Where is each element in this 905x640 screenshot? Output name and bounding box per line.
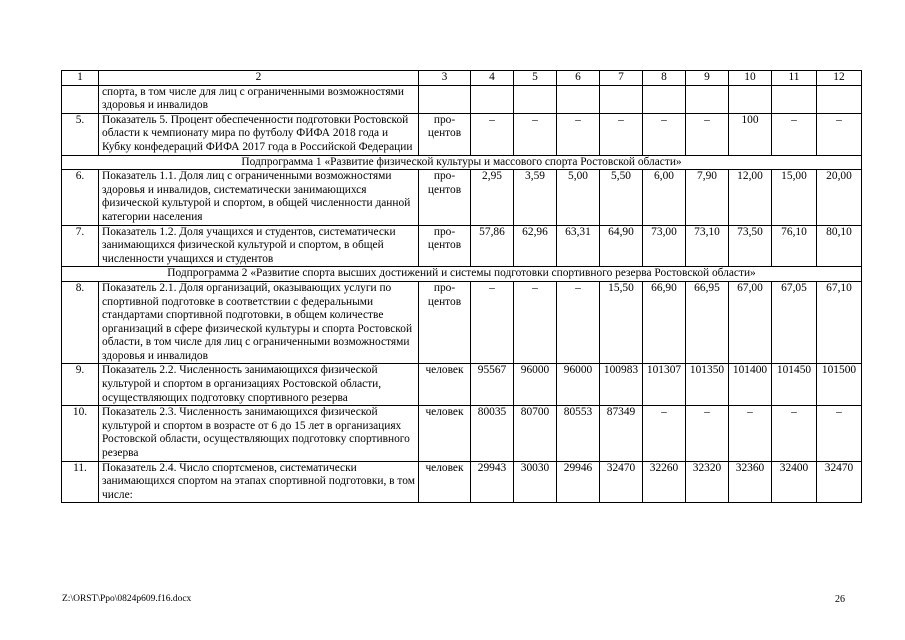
header-row xyxy=(62,71,862,86)
header-cell: 4 xyxy=(471,71,514,86)
value-cell: 5,00 xyxy=(557,170,600,225)
subprogram-heading: Подпрограмма 2 «Развитие спорта высших достижений и системы подготовки спортивного резерва Ростовской области» xyxy=(62,267,862,282)
header-cell: 6 xyxy=(557,71,600,86)
subprogram-heading-row xyxy=(62,155,862,170)
value-cell: – xyxy=(471,281,514,364)
value-cell: – xyxy=(600,113,643,155)
value-cell: 32260 xyxy=(643,461,686,503)
value-cell: 15,00 xyxy=(772,170,817,225)
value-cell: 95567 xyxy=(471,364,514,406)
value-cell: 15,50 xyxy=(600,281,643,364)
value-cell: 66,95 xyxy=(686,281,729,364)
value-cell: 3,59 xyxy=(514,170,557,225)
header-cell: 1 xyxy=(62,71,99,86)
value-cell: – xyxy=(514,113,557,155)
value-cell: 76,10 xyxy=(772,225,817,267)
value-cell: 101450 xyxy=(772,364,817,406)
value-cell: 101500 xyxy=(817,364,862,406)
indicator-name: Показатель 2.3. Численность занимающихся физической культурой и спортом в возрасте от 6 до 15 лет в организациях Ростовской области, осуществляющих подготовку спортивного резерва xyxy=(99,406,419,461)
value-cell: 32470 xyxy=(600,461,643,503)
row-number: 10. xyxy=(62,406,99,461)
value-cell: 101307 xyxy=(643,364,686,406)
value-cell: 32360 xyxy=(729,461,772,503)
value-cell: 20,00 xyxy=(817,170,862,225)
indicator-name: Показатель 2.4. Число спортсменов, систематически занимающихся спортом на этапах спортивной подготовки, в том числе: xyxy=(99,461,419,503)
header-cell: 3 xyxy=(419,71,471,86)
header-cell: 11 xyxy=(772,71,817,86)
indicator-name: Показатель 1.2. Доля учащихся и студентов, систематически занимающихся физической культурой и спортом, в общей численности учащихся и студентов xyxy=(99,225,419,267)
value-cell: 57,86 xyxy=(471,225,514,267)
table-row xyxy=(62,406,862,461)
value-cell: – xyxy=(514,281,557,364)
value-cell: 66,90 xyxy=(643,281,686,364)
value-cell: 5,50 xyxy=(600,170,643,225)
value-cell: 29943 xyxy=(471,461,514,503)
value-cell: 101400 xyxy=(729,364,772,406)
value-cell: – xyxy=(557,113,600,155)
value-cell: 62,96 xyxy=(514,225,557,267)
table-row xyxy=(62,364,862,406)
value-cell: 96000 xyxy=(514,364,557,406)
value-cell xyxy=(471,85,514,113)
indicator-name: Показатель 2.2. Численность занимающихся физической культурой и спортом в организациях Ростовской области, осуществляющих подготовку спортивного резерва xyxy=(99,364,419,406)
value-cell: 80,10 xyxy=(817,225,862,267)
unit: человек xyxy=(419,461,471,503)
value-cell: – xyxy=(686,113,729,155)
value-cell: 73,50 xyxy=(729,225,772,267)
row-number: 9. xyxy=(62,364,99,406)
header-cell: 5 xyxy=(514,71,557,86)
value-cell: 73,00 xyxy=(643,225,686,267)
indicator-name: спорта, в том числе для лиц с ограниченными возможностями здоровья и инвалидов xyxy=(99,85,419,113)
value-cell xyxy=(600,85,643,113)
value-cell: 80035 xyxy=(471,406,514,461)
value-cell: 6,00 xyxy=(643,170,686,225)
unit xyxy=(419,85,471,113)
value-cell: 63,31 xyxy=(557,225,600,267)
value-cell xyxy=(729,85,772,113)
value-cell: 2,95 xyxy=(471,170,514,225)
unit: процентов xyxy=(419,170,471,225)
row-number: 5. xyxy=(62,113,99,155)
table-row xyxy=(62,113,862,155)
value-cell: 80700 xyxy=(514,406,557,461)
value-cell: – xyxy=(729,406,772,461)
value-cell: 7,90 xyxy=(686,170,729,225)
value-cell: – xyxy=(772,113,817,155)
row-number: 6. xyxy=(62,170,99,225)
unit: процентов xyxy=(419,281,471,364)
row-number xyxy=(62,85,99,113)
value-cell: 67,10 xyxy=(817,281,862,364)
header-cell: 12 xyxy=(817,71,862,86)
row-number: 8. xyxy=(62,281,99,364)
value-cell: 101350 xyxy=(686,364,729,406)
value-cell: 12,00 xyxy=(729,170,772,225)
indicator-name: Показатель 1.1. Доля лиц с ограниченными возможностями здоровья и инвалидов, систематически занимающихся физической культурой и спортом, в общей численности данной категории населения xyxy=(99,170,419,225)
value-cell: – xyxy=(817,406,862,461)
indicator-name: Показатель 5. Процент обеспеченности подготовки Ростовской области к чемпионату мира по футболу ФИФА 2018 года и Кубку конфедераций ФИФА 2017 года в Российской Федерации xyxy=(99,113,419,155)
table-row xyxy=(62,281,862,364)
unit: человек xyxy=(419,406,471,461)
value-cell: 32320 xyxy=(686,461,729,503)
value-cell xyxy=(686,85,729,113)
header-cell: 8 xyxy=(643,71,686,86)
value-cell: 32400 xyxy=(772,461,817,503)
page-number: 26 xyxy=(835,594,845,605)
header-cell: 9 xyxy=(686,71,729,86)
value-cell: – xyxy=(471,113,514,155)
unit: процентов xyxy=(419,113,471,155)
value-cell: 64,90 xyxy=(600,225,643,267)
value-cell: 32470 xyxy=(817,461,862,503)
table-row xyxy=(62,225,862,267)
table-row xyxy=(62,461,862,503)
value-cell xyxy=(514,85,557,113)
value-cell xyxy=(772,85,817,113)
value-cell: – xyxy=(643,406,686,461)
indicator-name: Показатель 2.1. Доля организаций, оказывающих услуги по спортивной подготовке в соответствии с федеральными стандартами спортивной подготовки, в общем количестве организаций в сфере физической культуры и спорта Ростовской области, в том числе для лиц с ограниченными возможностями здоровья и инвалидов xyxy=(99,281,419,364)
row-number: 7. xyxy=(62,225,99,267)
subprogram-heading-row xyxy=(62,267,862,282)
unit: процентов xyxy=(419,225,471,267)
row-number: 11. xyxy=(62,461,99,503)
value-cell: – xyxy=(686,406,729,461)
value-cell xyxy=(557,85,600,113)
value-cell: 100 xyxy=(729,113,772,155)
value-cell: – xyxy=(643,113,686,155)
value-cell xyxy=(643,85,686,113)
value-cell: 67,05 xyxy=(772,281,817,364)
value-cell: 29946 xyxy=(557,461,600,503)
value-cell: 87349 xyxy=(600,406,643,461)
value-cell: 80553 xyxy=(557,406,600,461)
unit: человек xyxy=(419,364,471,406)
table-row xyxy=(62,170,862,225)
table-row xyxy=(62,85,862,113)
value-cell xyxy=(817,85,862,113)
value-cell: – xyxy=(557,281,600,364)
value-cell: 67,00 xyxy=(729,281,772,364)
indicator-table xyxy=(61,70,862,503)
header-cell: 7 xyxy=(600,71,643,86)
file-path: Z:\ORST\Ppo\0824p609.f16.docx xyxy=(62,594,192,604)
value-cell: – xyxy=(817,113,862,155)
value-cell: 73,10 xyxy=(686,225,729,267)
value-cell: – xyxy=(772,406,817,461)
value-cell: 96000 xyxy=(557,364,600,406)
header-cell: 2 xyxy=(99,71,419,86)
header-cell: 10 xyxy=(729,71,772,86)
subprogram-heading: Подпрограмма 1 «Развитие физической культуры и массового спорта Ростовской области» xyxy=(62,155,862,170)
value-cell: 30030 xyxy=(514,461,557,503)
value-cell: 100983 xyxy=(600,364,643,406)
